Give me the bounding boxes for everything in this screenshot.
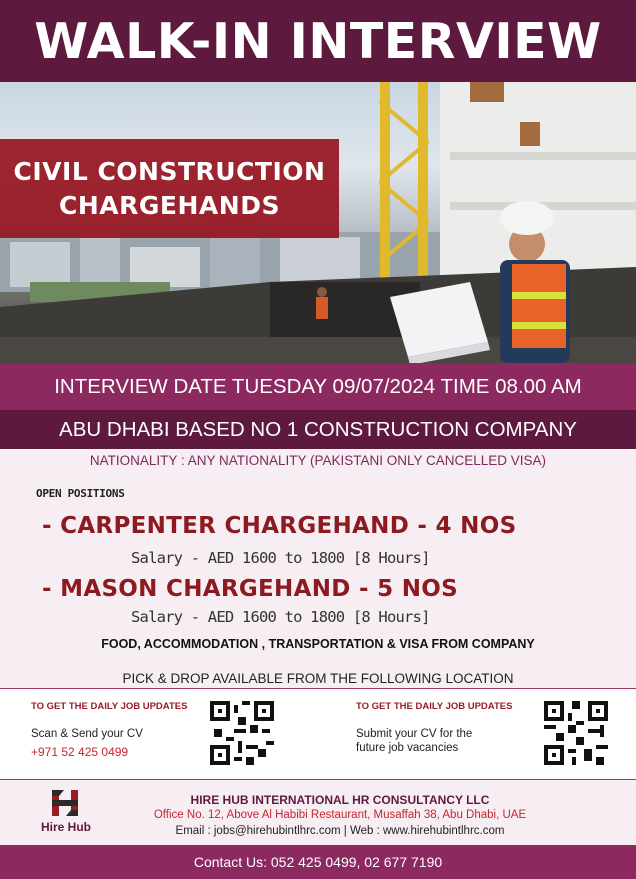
qr-left-text: Scan & Send your CV [31,728,143,740]
qr-section [0,688,636,780]
pickdrop-line: PICK & DROP AVAILABLE FROM THE FOLLOWING LOCATION [122,671,514,686]
company-address: Office No. 12, Above Al Habibi Restaurant, Musaffah 38, Abu Dhabi, UAE [153,809,527,821]
company-contact[interactable]: Email : jobs@hirehubintlhrc.com | Web : www.hirehubintlhrc.com [175,825,505,837]
position-salary-mason: Salary - AED 1600 to 1800 [8 Hours] [131,608,430,626]
role-line-2: CHARGEHANDS [59,190,280,220]
qr-right-heading: TO GET THE DAILY JOB UPDATES [356,701,513,712]
footer-contact[interactable]: Contact Us: 052 425 0499, 02 677 7190 [193,854,443,870]
company-name: HIRE HUB INTERNATIONAL HR CONSULTANCY LLC [190,793,490,807]
interview-date-band [0,363,636,410]
nationality-note: NATIONALITY : ANY NATIONALITY (PAKISTANI ONLY CANCELLED VISA) [89,453,547,468]
company-tagline-band [0,410,636,449]
footer-band [0,845,636,879]
open-positions-label: OPEN POSITIONS [36,487,125,500]
poster-title: WALK-IN INTERVIEW [34,12,602,70]
qr-code-left-icon[interactable] [210,701,274,765]
benefits-line: FOOD, ACCOMMODATION , TRANSPORTATION & VISA FROM COMPANY [101,637,535,651]
qr-right-text-2: future job vacancies [356,742,459,754]
company-tagline-text: ABU DHABI BASED NO 1 CONSTRUCTION COMPANY [59,417,577,441]
qr-left-phone[interactable]: +971 52 425 0499 [31,745,129,759]
qr-code-right-icon[interactable] [544,701,608,765]
role-banner [0,139,339,238]
role-line-1: CIVIL CONSTRUCTION [13,156,326,186]
logo-text: Hire Hub [40,820,91,834]
interview-date-text: INTERVIEW DATE TUESDAY 09/07/2024 TIME 08.00 AM [54,374,582,398]
position-salary-carpenter: Salary - AED 1600 to 1800 [8 Hours] [131,549,430,567]
qr-right-text-1: Submit your CV for the [356,728,473,740]
position-title-carpenter: - CARPENTER CHARGEHAND - 4 NOS [42,513,517,539]
qr-left-heading: TO GET THE DAILY JOB UPDATES [31,701,188,712]
position-title-mason: - MASON CHARGEHAND - 5 NOS [42,576,458,602]
poster-header [0,0,636,82]
